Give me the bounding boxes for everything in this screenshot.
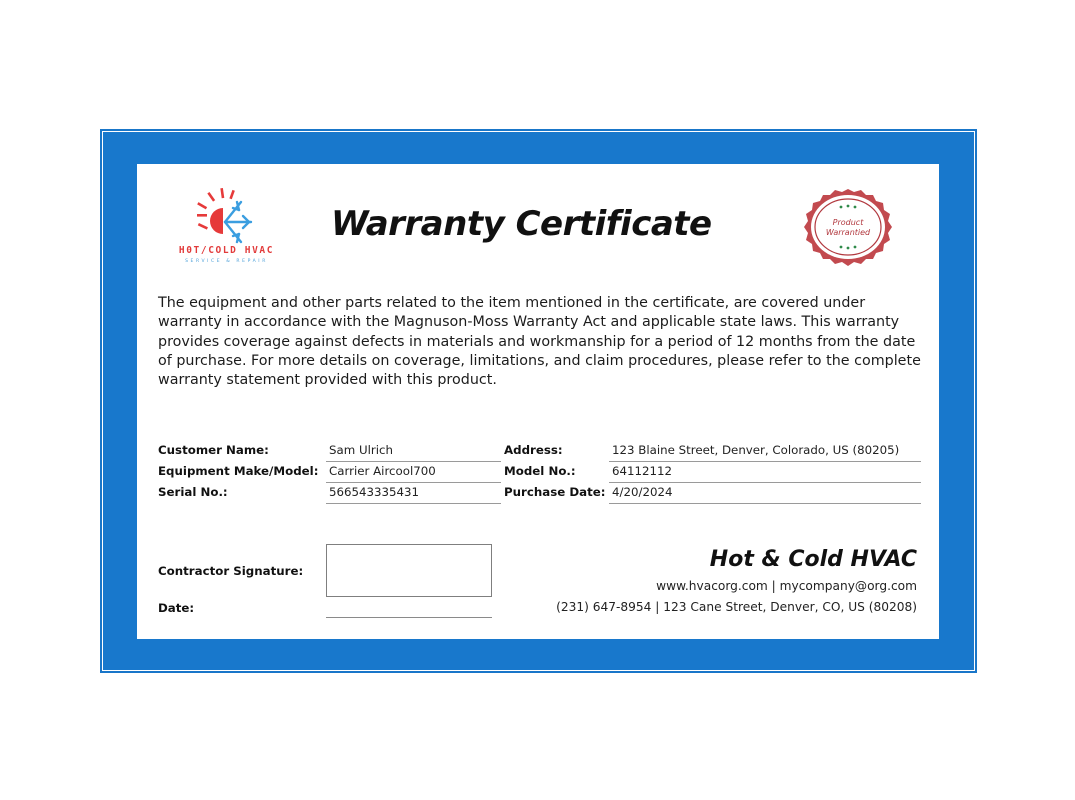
company-name: Hot & Cold HVAC (709, 547, 917, 572)
purchase-date-value: 4/20/2024 (609, 485, 921, 504)
date-line[interactable] (326, 617, 492, 618)
model-no-value: 64112112 (609, 464, 921, 483)
model-no-label: Model No.: (504, 464, 576, 478)
serial-no-value: 566543335431 (326, 485, 501, 504)
sun-snowflake-icon (193, 186, 259, 244)
warranty-statement: The equipment and other parts related to the item mentioned in the certificate, are covered under warranty in accordance with the Magnuson-Moss Warranty Act and applicable state laws. This warranty provides coverage against defects in materials and workmanship for a period of 12 months from the date of purchase. For more details on coverage, limitations, and claim procedures, please refer to the complete warranty statement provided with this product. (158, 295, 921, 389)
serial-no-label: Serial No.: (158, 485, 228, 499)
certificate-card (137, 164, 939, 639)
seal-line-1: Product (832, 218, 864, 227)
date-label: Date: (158, 601, 195, 615)
logo-name: H0T/COLD HVAC (178, 245, 275, 256)
contractor-signature-label: Contractor Signature: (158, 564, 304, 578)
company-phone-address: (231) 647-8954 | 123 Cane Street, Denver, CO, US (80208) (556, 600, 917, 614)
customer-name-value: Sam Ulrich (326, 443, 501, 462)
logo-tagline: SERVICE & REPAIR (185, 259, 268, 264)
customer-name-label: Customer Name: (158, 443, 269, 457)
seal-text (792, 218, 904, 238)
address-value: 123 Blaine Street, Denver, Colorado, US (80205) (609, 443, 921, 462)
company-web-email: www.hvacorg.com | mycompany@org.com (656, 579, 917, 593)
wax-seal (792, 186, 904, 272)
contractor-signature-box[interactable] (326, 544, 492, 597)
address-label: Address: (504, 443, 563, 457)
certificate-title: Warranty Certificate (331, 204, 712, 244)
seal-line-2: Warrantied (825, 228, 871, 237)
make-model-value: Carrier Aircool700 (326, 464, 501, 483)
purchase-date-label: Purchase Date: (504, 485, 606, 499)
make-model-label: Equipment Make/Model: (158, 464, 319, 478)
company-logo (159, 186, 294, 266)
